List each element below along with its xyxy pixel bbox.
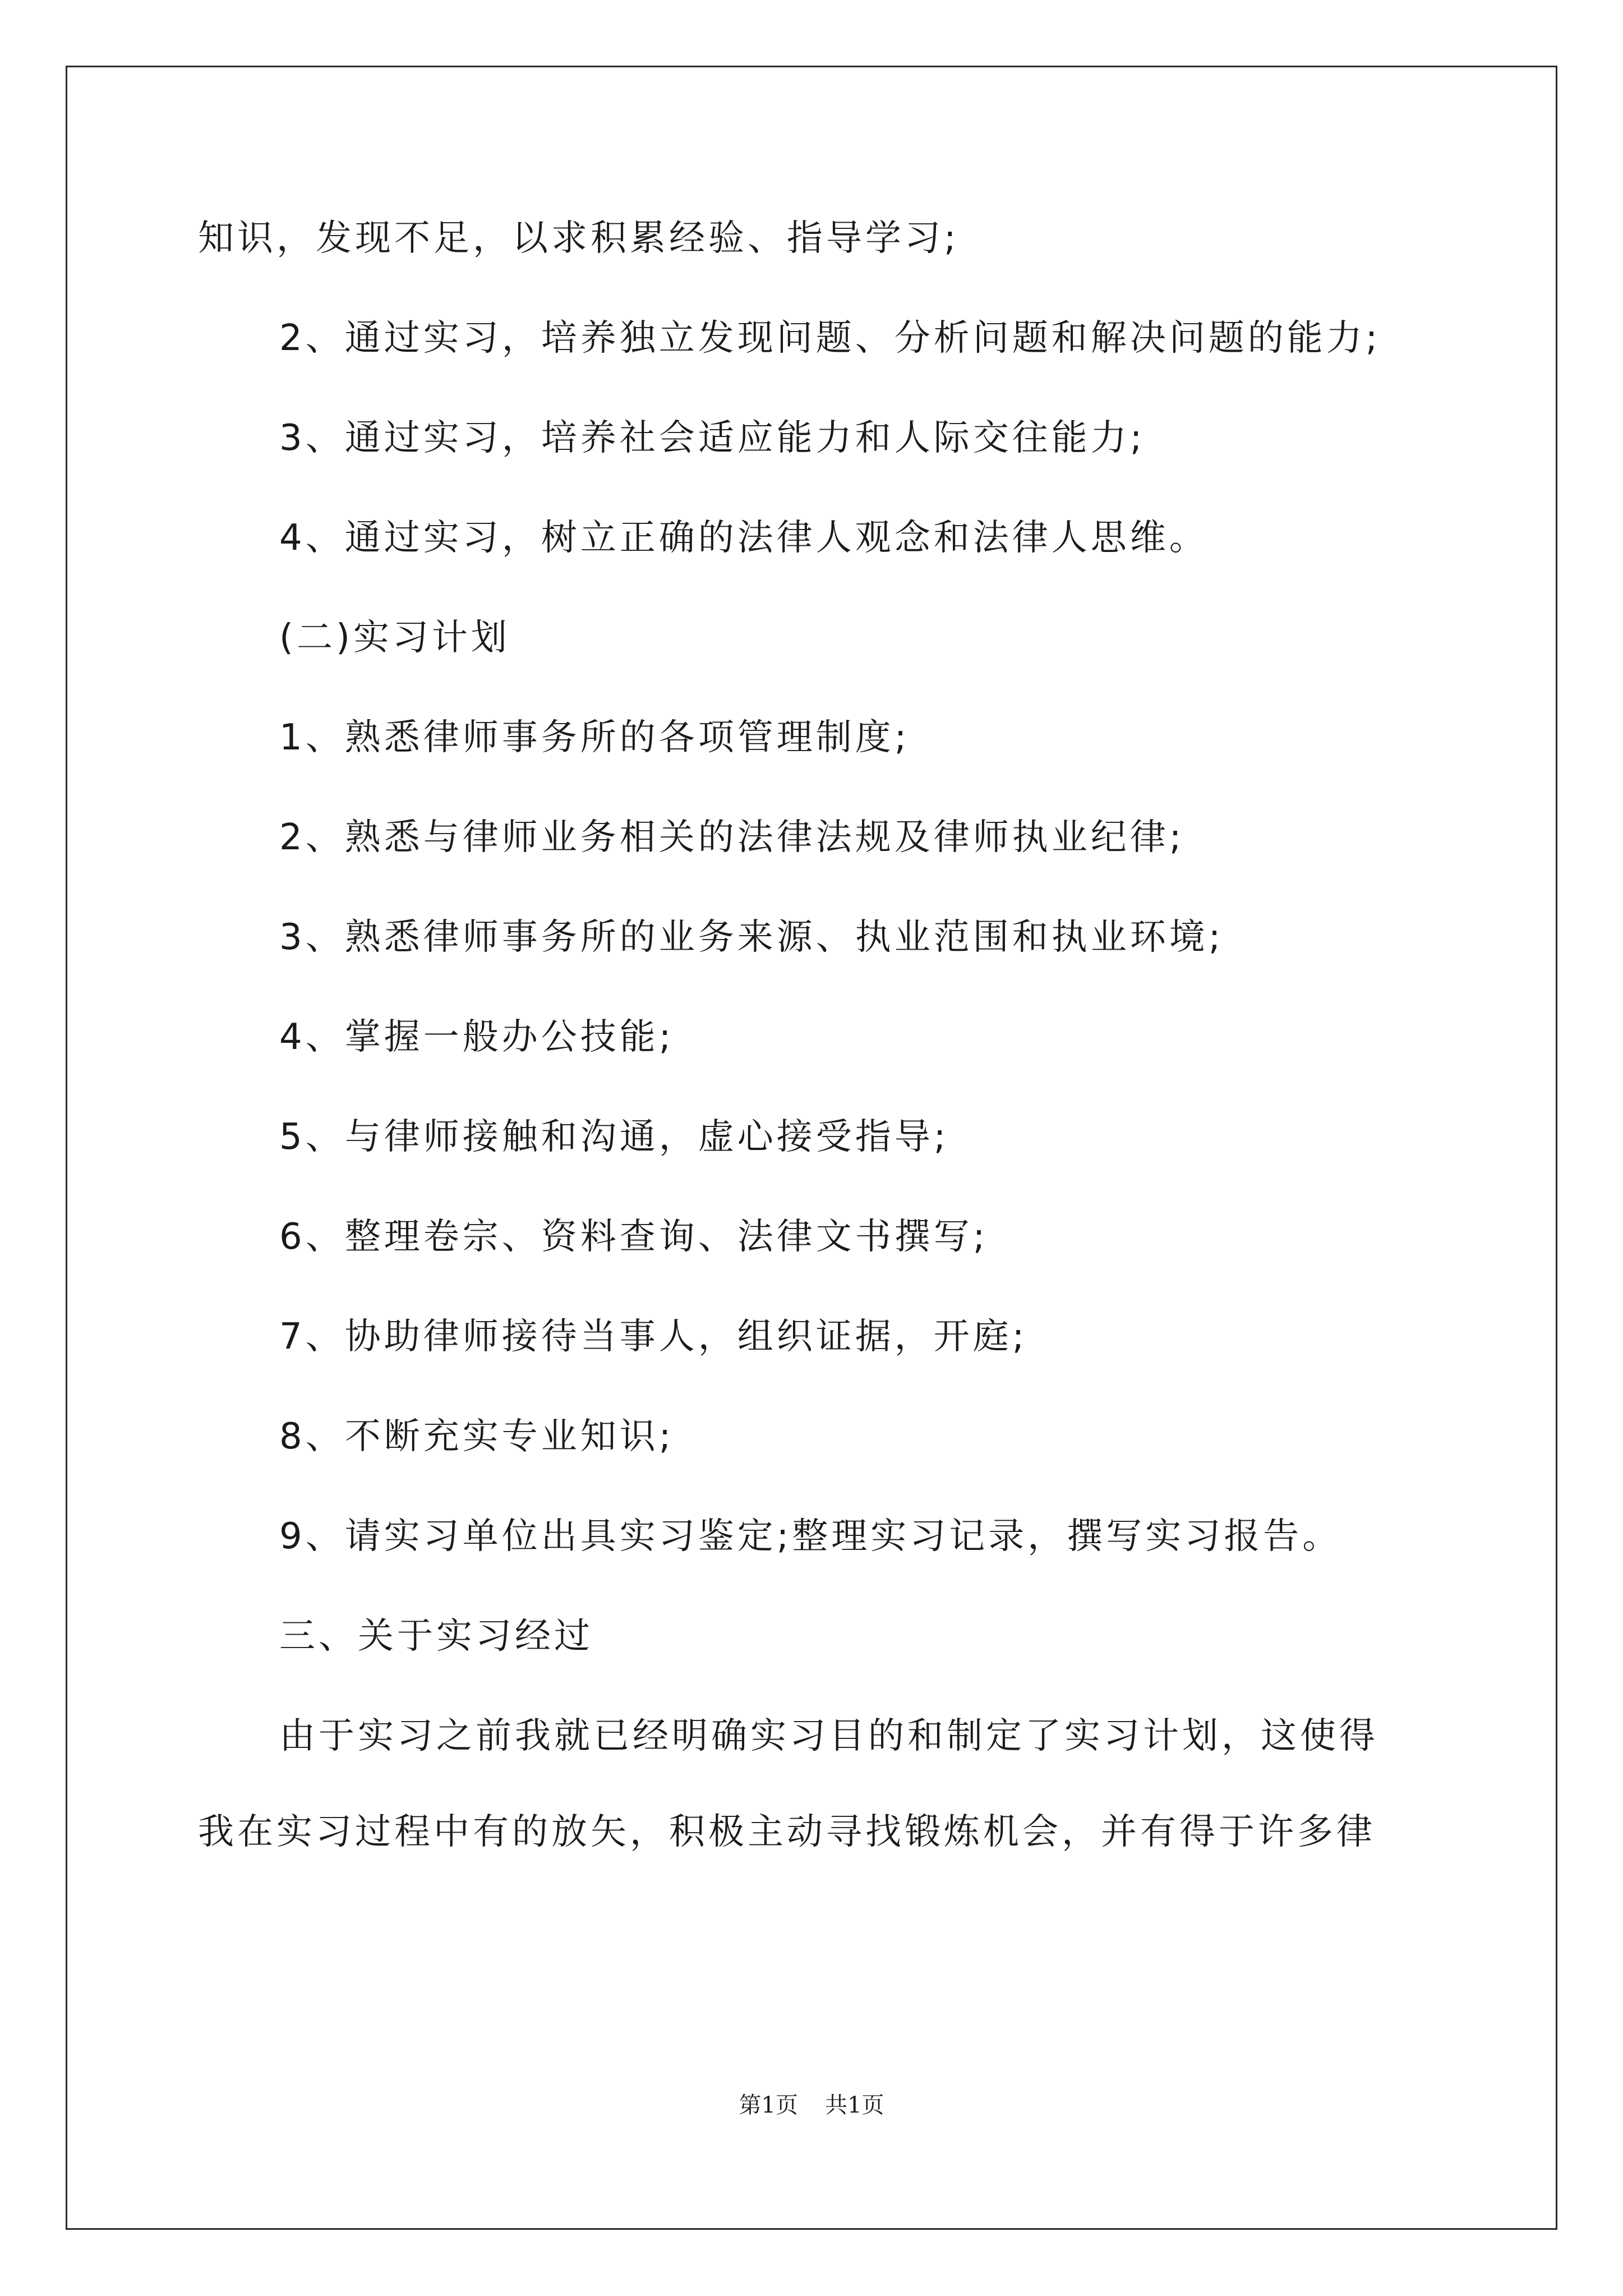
- page-total: 共1页: [825, 2092, 884, 2118]
- plan-item-1: 1、熟悉律师事务所的各项管理制度;: [279, 717, 910, 758]
- plan-item-9: 9、请实习单位出具实习鉴定;整理实习记录，撰写实习报告。: [279, 1516, 1342, 1557]
- section-heading-plan: (二)实习计划: [279, 617, 510, 659]
- paragraph-4: 4、通过实习，树立正确的法律人观念和法律人思维。: [279, 517, 1209, 559]
- page-footer: [0, 2091, 1623, 2119]
- plan-item-4: 4、掌握一般办公技能;: [279, 1016, 675, 1058]
- plan-item-8: 8、不断充实专业知识;: [279, 1416, 675, 1457]
- page-number: 第1页: [739, 2092, 798, 2118]
- paragraph-1: 知识，发现不足，以求积累经验、指导学习;: [198, 218, 960, 259]
- paragraph-3: 3、通过实习，培养社会适应能力和人际交往能力;: [279, 417, 1146, 459]
- paragraph-process-1: 由于实习之前我就已经明确实习目的和制定了实习计划，这使得: [279, 1715, 1378, 1757]
- plan-item-3: 3、熟悉律师事务所的业务来源、执业范围和执业环境;: [279, 917, 1224, 958]
- plan-item-6: 6、整理卷宗、资料查询、法律文书撰写;: [279, 1216, 989, 1258]
- plan-item-5: 5、与律师接触和沟通，虚心接受指导;: [279, 1116, 949, 1158]
- paragraph-2: 2、通过实习，培养独立发现问题、分析问题和解决问题的能力;: [279, 318, 1381, 359]
- paragraph-process-2: 我在实习过程中有的放矢，积极主动寻找锻炼机会，并有得于许多律: [198, 1811, 1376, 1853]
- plan-item-7: 7、协助律师接待当事人，组织证据，开庭;: [279, 1316, 1028, 1358]
- section-heading-process: 三、关于实习经过: [279, 1616, 593, 1657]
- plan-item-2: 2、熟悉与律师业务相关的法律法规及律师执业纪律;: [279, 817, 1185, 858]
- document-body: [198, 219, 1499, 1912]
